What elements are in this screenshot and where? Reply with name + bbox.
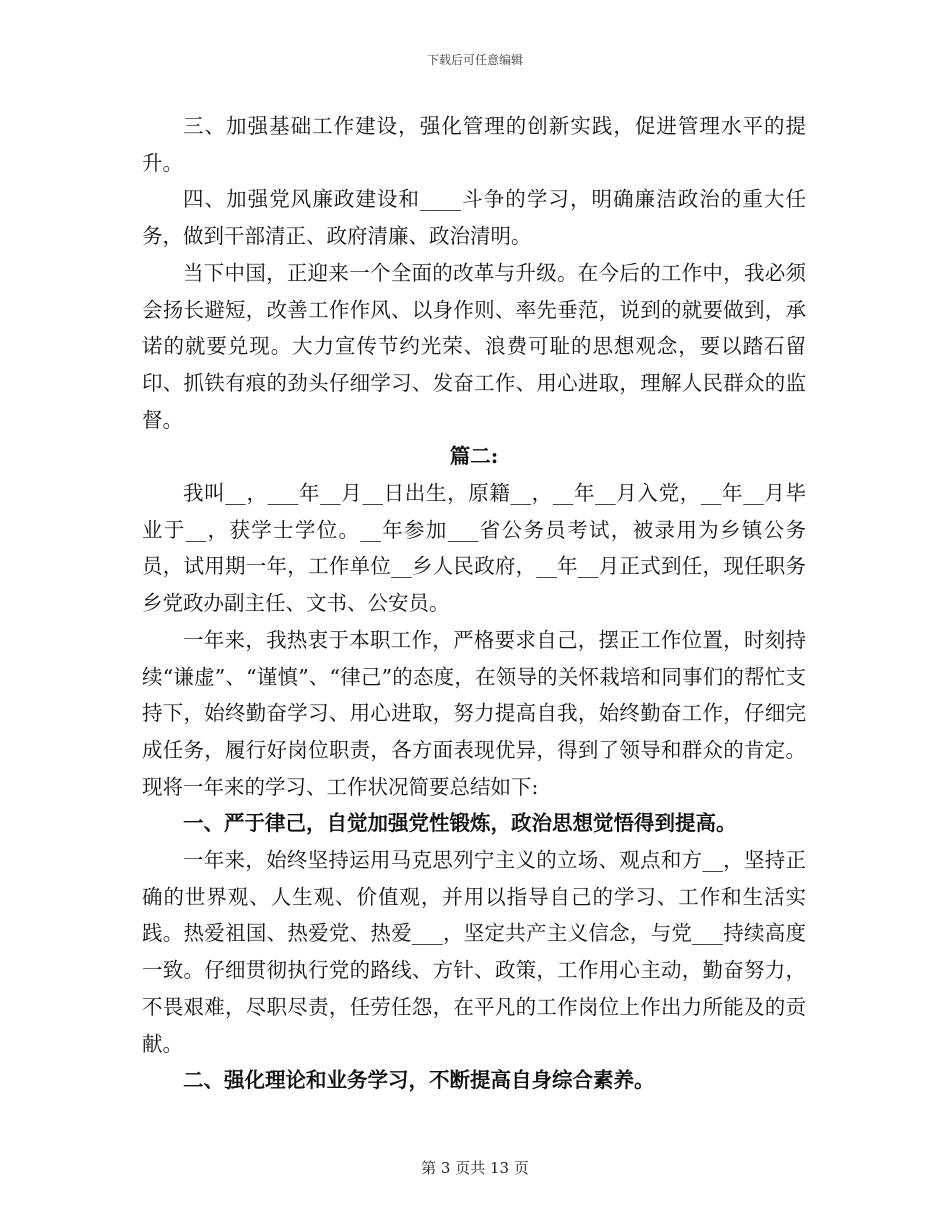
paragraph-political: 一年来，始终坚持运用马克思列宁主义的立场、观点和方__，坚持正确的世界观、人生观、价值观，并用以指导自己的学习、工作和生活实践。热爱祖国、热爱党、热爱___，坚定共产主义信念，与党___持续高度一致。仔细贯彻执行党的路线、方针、政策，工作用心主动，勤奋努力，不畏艰难，尽职尽责，任劳任怨，在平凡的工作岗位上作出力所能及的贡献。 (142, 848, 806, 1056)
section-heading-1: 一、严于律己，自觉加强党性锻炼，政治思想觉悟得到提高。 (183, 811, 737, 836)
section-heading-2: 二、强化理论和业务学习，不断提高自身综合素养。 (183, 1068, 655, 1093)
paragraph-year-summary: 一年来，我热衷于本职工作，严格要求自己，摆正工作位置，时刻持续“谦虚”、“谨慎”、“律己”的态度，在领导的关怀栽培和同事们的帮忙支持下，始终勤奋学习、用心进取，努力提高自我，始终勤奋工作，仔细完成任务，履行好岗位职责，各方面表现优异，得到了领导和群众的肯定。现将一年来的学习、工作状况简要总结如下: (142, 627, 806, 799)
page-header: 下载后可任意编辑 (426, 53, 523, 67)
document-body (142, 108, 806, 1099)
paragraph-outlook: 当下中国，正迎来一个全面的改革与升级。在今后的工作中，我必须会扬长避短，改善工作作风、以身作则、率先垂范，说到的就要做到，承诺的就要兑现。大力宣传节约光荣、浪费可耻的思想观念，要以踏石留印、抓铁有痕的劲头仔细学习、发奋工作、用心进取，理解人民群众的监督。 (142, 260, 806, 432)
paragraph-introduction: 我叫__，___年__月__日出生，原籍__，__年__月入党，__年__月毕业于__，获学士学位。__年参加___省公务员考试，被录用为乡镇公务员，试用期一年，工作单位__乡人民政府，__年__月正式到任，现任职务乡党政办副主任、文书、公安员。 (142, 481, 806, 616)
paragraph-section-4: 四、加强党风廉政建设和____斗争的学习，明确廉洁政治的重大任务，做到干部清正、政府清廉、政治清明。 (142, 187, 806, 249)
paragraph-section-3: 三、加强基础工作建设，强化管理的创新实践，促进管理水平的提升。 (142, 114, 806, 175)
chapter-heading: 篇二: (449, 444, 499, 469)
page-footer: 第 3 页共 13 页 (421, 1159, 529, 1177)
